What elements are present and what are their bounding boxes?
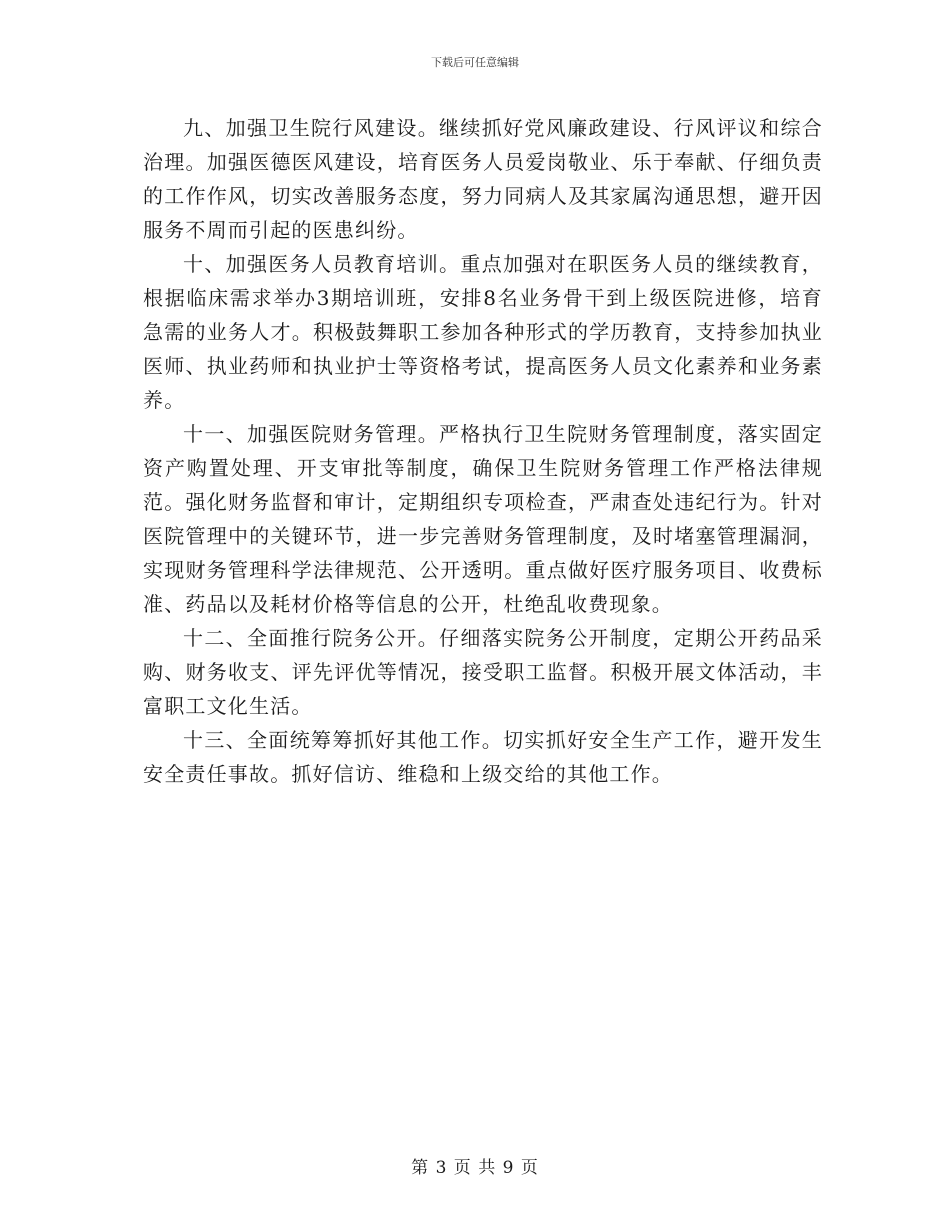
document-body [143,111,823,791]
page-number: 第 3 页 共 9 页 [411,1158,539,1178]
page-header-note: 下载后可任意编辑 [431,56,519,69]
paragraph-12: 十二、全面推行院务公开。仔细落实院务公开制度，定期公开药品采购、财务收支、评先评优等情况，接受职工监督。积极开展文体活动，丰富职工文化生活。 [143,626,823,718]
paragraph-9: 九、加强卫生院行风建设。继续抓好党风廉政建设、行风评议和综合治理。加强医德医风建设，培育医务人员爱岗敬业、乐于奉献、仔细负责的工作作风，切实改善服务态度，努力同病人及其家属沟通思想，避开因服务不周而引起的医患纠纷。 [143,116,823,242]
paragraph-10: 十、加强医务人员教育培训。重点加强对在职医务人员的继续教育，根据临床需求举办3期培训班，安排8名业务骨干到上级医院进修，培育急需的业务人才。积极鼓舞职工参加各种形式的学历教育，支持参加执业医师、执业药师和执业护士等资格考试，提高医务人员文化素养和业务素养。 [143,252,823,412]
paragraph-13: 十三、全面统筹筹抓好其他工作。切实抓好安全生产工作，避开发生安全责任事故。抓好信访、维稳和上级交给的其他工作。 [143,728,823,786]
paragraph-11: 十一、加强医院财务管理。严格执行卫生院财务管理制度，落实固定资产购置处理、开支审批等制度，确保卫生院财务管理工作严格法律规范。强化财务监督和审计，定期组织专项检查，严肃查处违纪行为。针对医院管理中的关键环节，进一步完善财务管理制度，及时堵塞管理漏洞，实现财务管理科学法律规范、公开透明。重点做好医疗服务项目、收费标准、药品以及耗材价格等信息的公开，杜绝乱收费现象。 [143,422,823,616]
